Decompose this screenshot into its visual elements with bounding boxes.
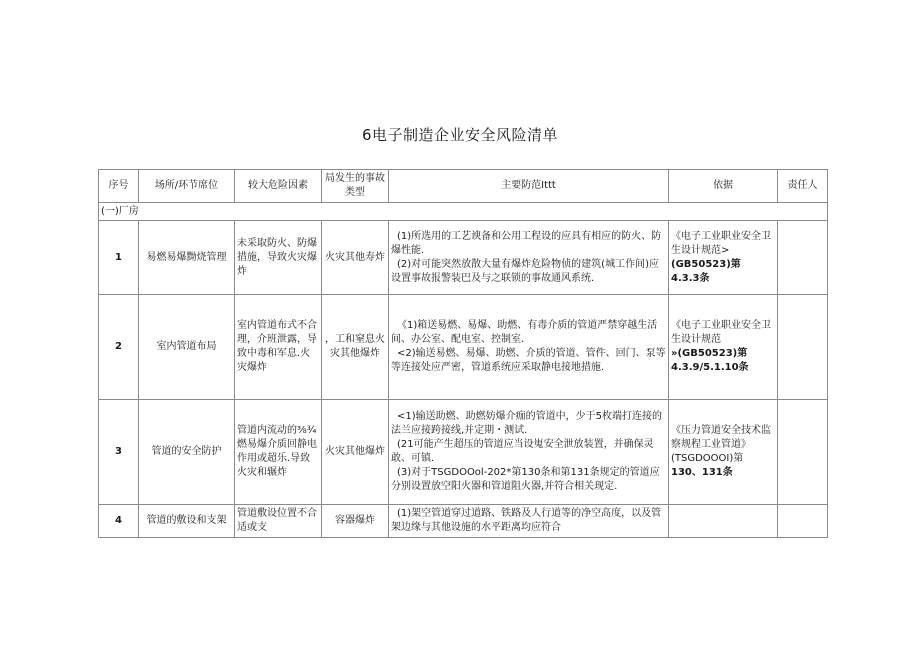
measure-item: <1)输送助燃、助燃妨爆介痂的管道中，少于5枚端打连接的法兰应接跨接线,并定期・测试. [391,411,663,436]
risk-cell: 管道敷设位置不合适或支 [235,505,322,538]
risk-cell: 管道内流动的⅜¾燃易爆介质回静电作用或超乐.导致火灾和辗炸 [235,400,322,505]
measures-cell [389,400,669,505]
measure-item: 《1)箱送易燃、易爆、助燃、有毒介质的管道严禁穿越生活间、办公室、配电室、控制室. [391,320,658,345]
header-cell: 主要防范Ittt [389,170,669,203]
accident-cell: ，工和窒息火灾其他爆炸 [322,295,389,400]
risk-table [98,169,828,538]
header-cell: 场所/环节席位 [139,170,235,203]
place-cell: 室内管道布局 [139,295,235,400]
measures-cell [389,295,669,400]
measure-item: (1)所选用的工艺谀备和公用工程设的应具有相应的防火、防爆性能. [391,230,662,256]
header-cell: 责任人 [778,170,828,203]
measure-item: (21可能产生超压的管道应当设嵬安全泄放装置，并确保灵敢、可镇. [391,439,654,464]
place-cell: 管道的安全防护 [139,400,235,505]
basis-line: 《电子工业职业安全卫生设计规范> [671,230,771,256]
measures-cell [389,221,669,295]
owner-cell [778,400,828,505]
measure-item: (3)对于TSGDOOol-202*第130条和第131条规定的管道应分别设置放空阳火器和管道阻火器,并符合相关现定. [391,467,660,492]
section-label: (一)厂房 [99,203,828,221]
row-number: 3 [99,400,139,505]
risk-cell: 室内管道布式不合理，介班泄露，导致中毒和军息.火灾爆炸 [235,295,322,400]
basis-line: 4.3.3条 [671,272,710,284]
accident-cell: 火灾其他爆炸 [322,400,389,505]
section-row [99,203,828,221]
row-number: 1 [99,221,139,295]
table-header-row [99,170,828,203]
owner-cell [778,221,828,295]
row-number: 4 [99,505,139,538]
header-cell: 局发生的事故类型 [322,170,389,203]
table-row [99,400,828,505]
owner-cell [778,295,828,400]
place-cell: 管道的敷设和支架 [139,505,235,538]
basis-cell [669,505,778,538]
basis-cell [669,400,778,505]
table-row [99,221,828,295]
header-cell: 序号 [99,170,139,203]
risk-cell: 未采取防火、防爆措施，导致火灾爆炸 [235,221,322,295]
measure-item: <2)输送易燃、易爆、助燃、介质的管道、管件、回门、泵等等连接处应严密，管道系统应采取静电接地措施. [391,348,666,373]
basis-line: (GB50523)第 [671,258,741,270]
table-row [99,505,828,538]
basis-line: 4.3.9/5.1.10条 [671,362,749,373]
row-number: 2 [99,295,139,400]
header-cell: 较大危险因素 [235,170,322,203]
header-cell: 依据 [669,170,778,203]
accident-cell: 火灾其他寿炸 [322,221,389,295]
basis-cell [669,221,778,295]
basis-line: 《压力管道安全技术监察规程工业管道》(TSGDOOOI)第 [671,425,771,464]
page-title: 6电子制造企业安全风险清单 [361,126,559,144]
measures-cell [389,505,669,538]
place-cell: 易燃易爆黝烧管理 [139,221,235,295]
basis-cell [669,295,778,400]
basis-line: »(GB50523)第 [671,348,748,359]
accident-cell: 容器爆炸 [322,505,389,538]
measure-item: (1)架空管道穿过道路、铁路及人行道等的净空高度，以及管架边缘与其他设施的水平距离均应符合 [391,508,662,533]
measure-item: (2)对可能突然放散大量有爆炸危险物侦的建筑(城工作间)应设置事故报警装巴及与之联锁的事故通风系统. [391,258,659,284]
basis-line: 《电子工业职业安全卫生设计规范 [671,320,771,345]
table-row [99,295,828,400]
basis-line: 130、131条 [671,467,733,478]
owner-cell [778,505,828,538]
